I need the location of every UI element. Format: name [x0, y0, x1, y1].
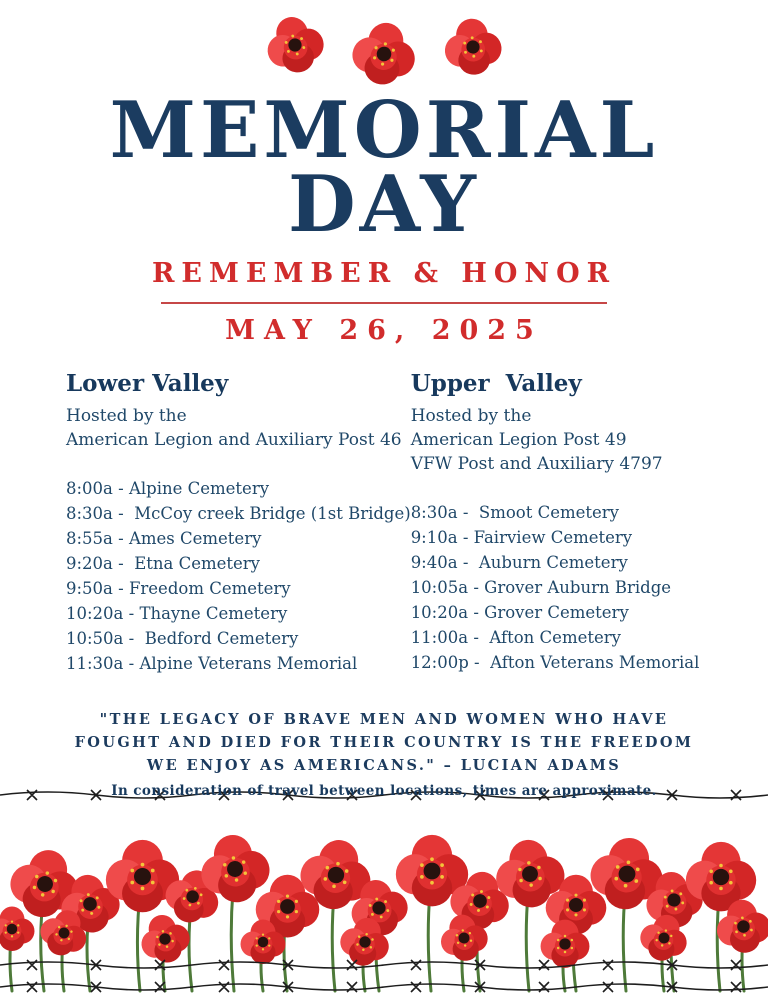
barbed-wire-icon — [0, 982, 768, 992]
upper-valley-heading: Upper Valley — [410, 370, 582, 397]
poppy-icon — [260, 10, 330, 80]
schedule-item: 8:00a - Alpine Cemetery — [66, 479, 270, 498]
schedule-item: 9:50a - Freedom Cemetery — [66, 579, 291, 598]
schedule-item: 10:20a - Grover Cemetery — [410, 603, 629, 622]
schedule-item: 9:10a - Fairview Cemetery — [410, 528, 633, 547]
title-line-2: DAY — [288, 159, 480, 250]
host-line: Hosted by the — [410, 406, 532, 426]
poppy-icon — [442, 16, 505, 79]
schedule-item: 8:30a - McCoy creek Bridge (1st Bridge) — [66, 504, 411, 523]
host-line: American Legion and Auxiliary Post 46 — [66, 430, 402, 450]
poppy-flowers — [0, 830, 768, 970]
travel-note: In consideration of travel between locations, times are approximate. — [111, 783, 657, 799]
event-date: MAY 26, 2025 — [225, 315, 543, 346]
host-line: VFW Post and Auxiliary 4797 — [410, 454, 663, 474]
host-line: American Legion Post 49 — [410, 430, 627, 450]
schedule-item: 10:50a - Bedford Cemetery — [66, 629, 299, 648]
schedule-item: 10:05a - Grover Auburn Bridge — [410, 578, 672, 597]
subtitle: REMEMBER & HONOR — [151, 258, 617, 289]
schedule-item: 11:00a - Afton Cemetery — [410, 628, 621, 647]
page-title — [0, 85, 768, 250]
upper-valley-column — [411, 370, 702, 676]
poppy-icon — [348, 18, 420, 90]
barbed-wire-icon — [0, 960, 768, 970]
divider-line — [161, 302, 607, 304]
lower-valley-hosts — [66, 404, 411, 452]
poppy-field-decoration — [0, 779, 768, 994]
quote-block — [0, 708, 768, 777]
lower-valley-schedule — [66, 476, 411, 676]
schedule-columns — [0, 370, 768, 676]
schedule-item: 12:00p - Afton Veterans Memorial — [410, 653, 700, 672]
lower-valley-column — [66, 370, 411, 676]
poppy-decoration-top — [0, 0, 768, 86]
quote-line: "THE LEGACY OF BRAVE MEN AND WOMEN WHO HAVE — [99, 711, 669, 728]
schedule-item: 9:40a - Auburn Cemetery — [410, 553, 628, 572]
schedule-item: 8:30a - Smoot Cemetery — [410, 503, 619, 522]
host-line: Hosted by the — [66, 406, 187, 426]
quote-line: WE ENJOY AS AMERICANS." – LUCIAN ADAMS — [146, 757, 622, 774]
schedule-item: 9:20a - Etna Cemetery — [66, 554, 260, 573]
upper-valley-schedule — [411, 500, 702, 675]
upper-valley-hosts — [411, 404, 702, 476]
quote-line: FOUGHT AND DIED FOR THEIR COUNTRY IS THE FREEDOM — [74, 734, 694, 751]
lower-valley-heading: Lower Valley — [66, 370, 229, 397]
schedule-item: 11:30a - Alpine Veterans Memorial — [66, 654, 358, 673]
title-line-1: MEMORIAL — [109, 85, 659, 176]
schedule-item: 10:20a - Thayne Cemetery — [66, 604, 288, 623]
schedule-item: 8:55a - Ames Cemetery — [66, 529, 262, 548]
